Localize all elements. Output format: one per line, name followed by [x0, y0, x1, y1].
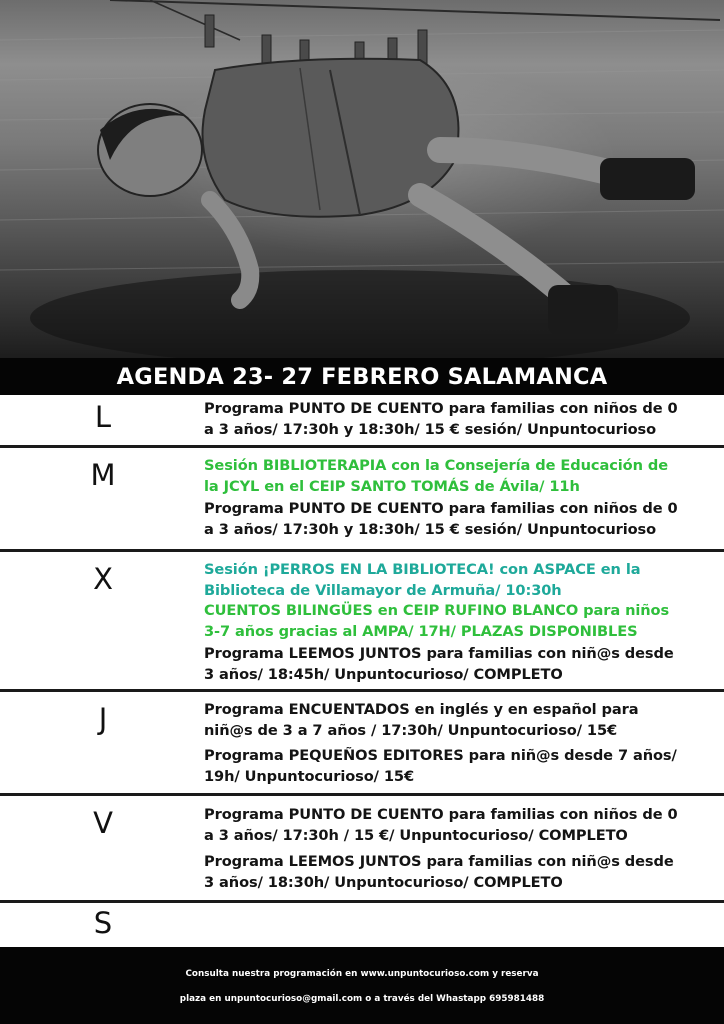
footer-line: Consulta nuestra programación en www.unpuntocurioso.com y reserva [185, 969, 539, 979]
event-line: Programa LEEMOS JUNTOS para familias con niñ@s desde [204, 853, 674, 870]
day-row-wednesday [0, 552, 724, 692]
event-line: la JCYL en el CEIP SANTO TOMÁS de Ávila/ 11h [204, 478, 580, 495]
event-line: Sesión BIBLIOTERAPIA con la Consejería de Educación de [204, 457, 669, 474]
contact-footer [0, 947, 724, 1024]
footer-line: plaza en unpuntocurioso@gmail.com o a través del Whastapp 695981488 [179, 994, 545, 1004]
event-item [204, 455, 709, 497]
event-item [204, 804, 709, 846]
event-item [204, 398, 709, 440]
day-row-saturday [0, 903, 724, 947]
day-letter: M [90, 458, 116, 492]
event-line: a 3 años/ 17:30h y 18:30h/ 15 € sesión/ Unpuntocurioso [204, 521, 657, 538]
event-line: Programa PUNTO DE CUENTO para familias con niños de 0 [204, 400, 678, 417]
agenda-title-bar [0, 358, 724, 395]
event-line: niñ@s de 3 a 7 años / 17:30h/ Unpuntocurioso/ 15€ [204, 722, 618, 739]
event-line: Biblioteca de Villamayor de Armuña/ 10:30h [204, 582, 562, 599]
event-item [204, 643, 709, 685]
day-letter: X [93, 562, 113, 596]
event-line: Sesión ¡PERROS EN LA BIBLIOTECA! con ASPACE en la [204, 561, 641, 578]
event-line: Programa PEQUEÑOS EDITORES para niñ@s desde 7 años/ [204, 747, 677, 764]
event-line: 3-7 años gracias al AMPA/ 17H/ PLAZAS DISPONIBLES [204, 623, 638, 640]
event-line: CUENTOS BILINGÜES en CEIP RUFINO BLANCO para niños [204, 602, 670, 619]
day-letter: S [93, 906, 113, 940]
day-row-thursday [0, 692, 724, 796]
day-row-friday [0, 796, 724, 903]
agenda-title: AGENDA 23- 27 FEBRERO SALAMANCA [116, 363, 608, 390]
event-line: Programa ENCUENTADOS en inglés y en español para [204, 701, 639, 718]
event-line: a 3 años/ 17:30h / 15 €/ Unpuntocurioso/ COMPLETO [204, 827, 628, 844]
agenda-days [0, 395, 724, 947]
event-item [204, 851, 709, 893]
event-line: 3 años/ 18:45h/ Unpuntocurioso/ COMPLETO [204, 666, 563, 683]
child-on-clothesline-illustration [0, 0, 724, 358]
event-line: Programa PUNTO DE CUENTO para familias con niños de 0 [204, 500, 678, 517]
event-line: 19h/ Unpuntocurioso/ 15€ [204, 768, 415, 785]
event-line: Programa PUNTO DE CUENTO para familias con niños de 0 [204, 806, 678, 823]
event-item [204, 699, 709, 741]
event-line: 3 años/ 18:30h/ Unpuntocurioso/ COMPLETO [204, 874, 563, 891]
day-letter: L [94, 400, 112, 434]
day-letter: J [98, 702, 108, 736]
event-item [204, 745, 709, 787]
event-item [204, 559, 709, 601]
header-photo [0, 0, 724, 358]
day-letter: V [93, 806, 113, 840]
day-row-monday [0, 395, 724, 448]
event-item [204, 600, 709, 642]
event-line: Programa LEEMOS JUNTOS para familias con niñ@s desde [204, 645, 674, 662]
event-line: a 3 años/ 17:30h y 18:30h/ 15 € sesión/ Unpuntocurioso [204, 421, 657, 438]
day-row-tuesday [0, 448, 724, 552]
event-item [204, 498, 709, 540]
